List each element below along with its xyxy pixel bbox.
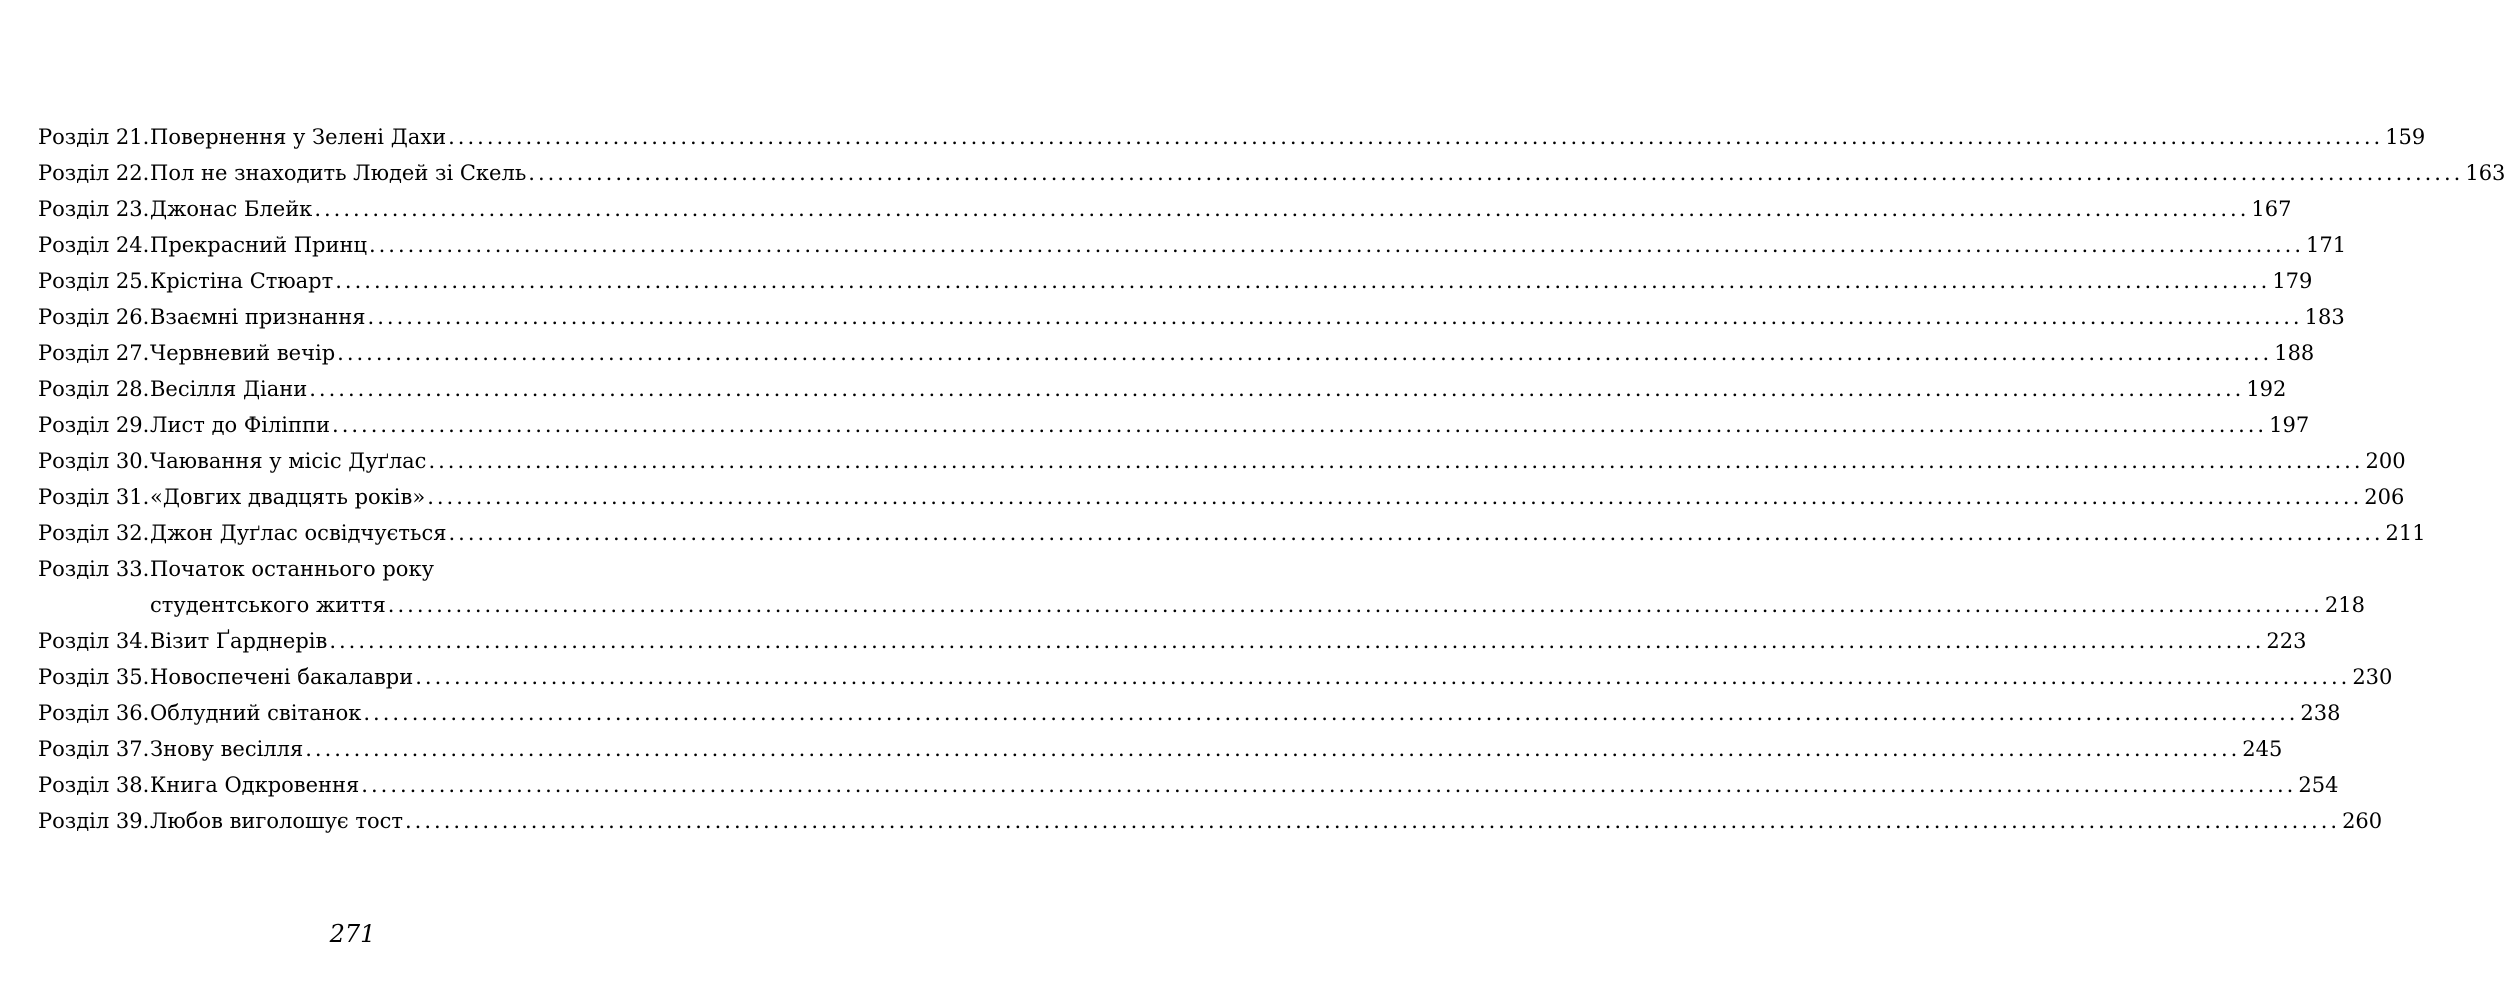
page-ref: 171 bbox=[2306, 233, 2347, 257]
chapter-title: Прекрасний Принц bbox=[150, 233, 367, 257]
chapter-title: Весілля Діани bbox=[150, 377, 308, 401]
dot-leader: ........................................................................................................................................................................................................ bbox=[329, 629, 2265, 653]
toc-entry bbox=[38, 623, 2307, 659]
toc-entry bbox=[38, 659, 2393, 695]
page-ref: 192 bbox=[2246, 377, 2287, 401]
dot-leader: ........................................................................................................................................................................................................ bbox=[427, 485, 2363, 509]
chapter-number: Розділ 29. bbox=[38, 413, 150, 437]
chapter-title: Чаювання у місіс Дуґлас bbox=[150, 449, 427, 473]
chapter-title: Джонас Блейк bbox=[150, 197, 313, 221]
dot-leader: ........................................................................................................................................................................................................ bbox=[337, 341, 2273, 365]
chapter-title: Крістіна Стюарт bbox=[150, 269, 334, 293]
chapter-number: Розділ 32. bbox=[38, 521, 150, 545]
chapter-number: Розділ 23. bbox=[38, 197, 150, 221]
chapter-title: Облудний світанок bbox=[150, 701, 362, 725]
dot-leader: ........................................................................................................................................................................................................ bbox=[332, 413, 2268, 437]
toc-entry bbox=[38, 551, 2365, 623]
toc-entry bbox=[38, 371, 2287, 407]
toc-entry bbox=[38, 155, 2505, 191]
page-ref: 200 bbox=[2365, 449, 2406, 473]
page-ref: 206 bbox=[2364, 485, 2405, 509]
toc-entry bbox=[38, 263, 2313, 299]
toc-entry bbox=[38, 227, 2347, 263]
chapter-number: Розділ 27. bbox=[38, 341, 150, 365]
chapter-number: Розділ 28. bbox=[38, 377, 150, 401]
page-ref: 188 bbox=[2274, 341, 2315, 365]
page-ref: 238 bbox=[2300, 701, 2341, 725]
dot-leader: ........................................................................................................................................................................................................ bbox=[528, 161, 2464, 185]
chapter-title: Пол не знаходить Людей зі Скель bbox=[150, 161, 527, 185]
dot-leader: ........................................................................................................................................................................................................ bbox=[448, 125, 2384, 149]
chapter-number: Розділ 39. bbox=[38, 809, 150, 833]
dot-leader: ........................................................................................................................................................................................................ bbox=[309, 377, 2245, 401]
chapter-number: Розділ 35. bbox=[38, 665, 150, 689]
toc-entry bbox=[38, 119, 2426, 155]
dot-leader: ........................................................................................................................................................................................................ bbox=[363, 701, 2299, 725]
chapter-number: Розділ 33. bbox=[38, 557, 150, 581]
chapter-number: Розділ 38. bbox=[38, 773, 150, 797]
toc-entry bbox=[38, 191, 2292, 227]
page-ref: 167 bbox=[2251, 197, 2292, 221]
dot-leader: ........................................................................................................................................................................................................ bbox=[305, 737, 2241, 761]
chapter-number: Розділ 26. bbox=[38, 305, 150, 329]
chapter-title: Повернення у Зелені Дахи bbox=[150, 125, 447, 149]
page-ref: 223 bbox=[2266, 629, 2307, 653]
chapter-title: Початок останнього року bbox=[150, 557, 434, 581]
chapter-number: Розділ 36. bbox=[38, 701, 150, 725]
chapter-title-continued: студентського життя bbox=[150, 593, 386, 617]
dot-leader: ........................................................................................................................................................................................................ bbox=[367, 305, 2303, 329]
page-number: 271 bbox=[329, 920, 376, 948]
page-ref: 197 bbox=[2269, 413, 2310, 437]
chapter-number: Розділ 22. bbox=[38, 161, 150, 185]
dot-leader: ........................................................................................................................................................................................................ bbox=[448, 521, 2384, 545]
chapter-title: Книга Одкровення bbox=[150, 773, 360, 797]
toc-entry bbox=[38, 695, 2341, 731]
toc-entry bbox=[38, 515, 2426, 551]
toc-entry bbox=[38, 767, 2339, 803]
table-of-contents bbox=[38, 119, 2505, 839]
chapter-title: Новоспечені бакалаври bbox=[150, 665, 414, 689]
chapter-number: Розділ 21. bbox=[38, 125, 150, 149]
chapter-title: Знову весілля bbox=[150, 737, 304, 761]
dot-leader: ........................................................................................................................................................................................................ bbox=[335, 269, 2271, 293]
dot-leader: ........................................................................................................................................................................................................ bbox=[405, 809, 2341, 833]
chapter-title: Червневий вечір bbox=[150, 341, 336, 365]
chapter-title: Любов виголошує тост bbox=[150, 809, 403, 833]
toc-entry bbox=[38, 803, 2383, 839]
chapter-number: Розділ 37. bbox=[38, 737, 150, 761]
chapter-number: Розділ 25. bbox=[38, 269, 150, 293]
chapter-title: Взаємні признання bbox=[150, 305, 366, 329]
chapter-number: Розділ 24. bbox=[38, 233, 150, 257]
page-ref: 183 bbox=[2304, 305, 2345, 329]
page-ref: 179 bbox=[2272, 269, 2313, 293]
chapter-number: Розділ 34. bbox=[38, 629, 150, 653]
toc-entry bbox=[38, 407, 2310, 443]
page-ref: 211 bbox=[2385, 521, 2426, 545]
toc-entry bbox=[38, 443, 2406, 479]
dot-leader: ........................................................................................................................................................................................................ bbox=[428, 449, 2364, 473]
chapter-title: Лист до Філіппи bbox=[150, 413, 331, 437]
chapter-title: Візит Ґарднерів bbox=[150, 629, 328, 653]
dot-leader: ........................................................................................................................................................................................................ bbox=[387, 593, 2323, 617]
page-ref: 230 bbox=[2352, 665, 2393, 689]
toc-entry bbox=[38, 479, 2405, 515]
chapter-title: Джон Дуґлас освідчується bbox=[150, 521, 447, 545]
page-ref: 159 bbox=[2385, 125, 2426, 149]
page-ref: 254 bbox=[2298, 773, 2339, 797]
chapter-number: Розділ 30. bbox=[38, 449, 150, 473]
page-ref: 218 bbox=[2324, 593, 2365, 617]
toc-entry bbox=[38, 299, 2345, 335]
dot-leader: ........................................................................................................................................................................................................ bbox=[415, 665, 2351, 689]
chapter-title: «Довгих двадцять років» bbox=[150, 485, 426, 509]
page-ref: 245 bbox=[2242, 737, 2283, 761]
toc-entry bbox=[38, 335, 2315, 371]
page-ref: 260 bbox=[2342, 809, 2383, 833]
dot-leader: ........................................................................................................................................................................................................ bbox=[368, 233, 2305, 257]
dot-leader: ........................................................................................................................................................................................................ bbox=[361, 773, 2297, 797]
chapter-number: Розділ 31. bbox=[38, 485, 150, 509]
toc-entry bbox=[38, 731, 2283, 767]
dot-leader: ........................................................................................................................................................................................................ bbox=[314, 197, 2250, 221]
page-ref: 163 bbox=[2465, 161, 2505, 185]
